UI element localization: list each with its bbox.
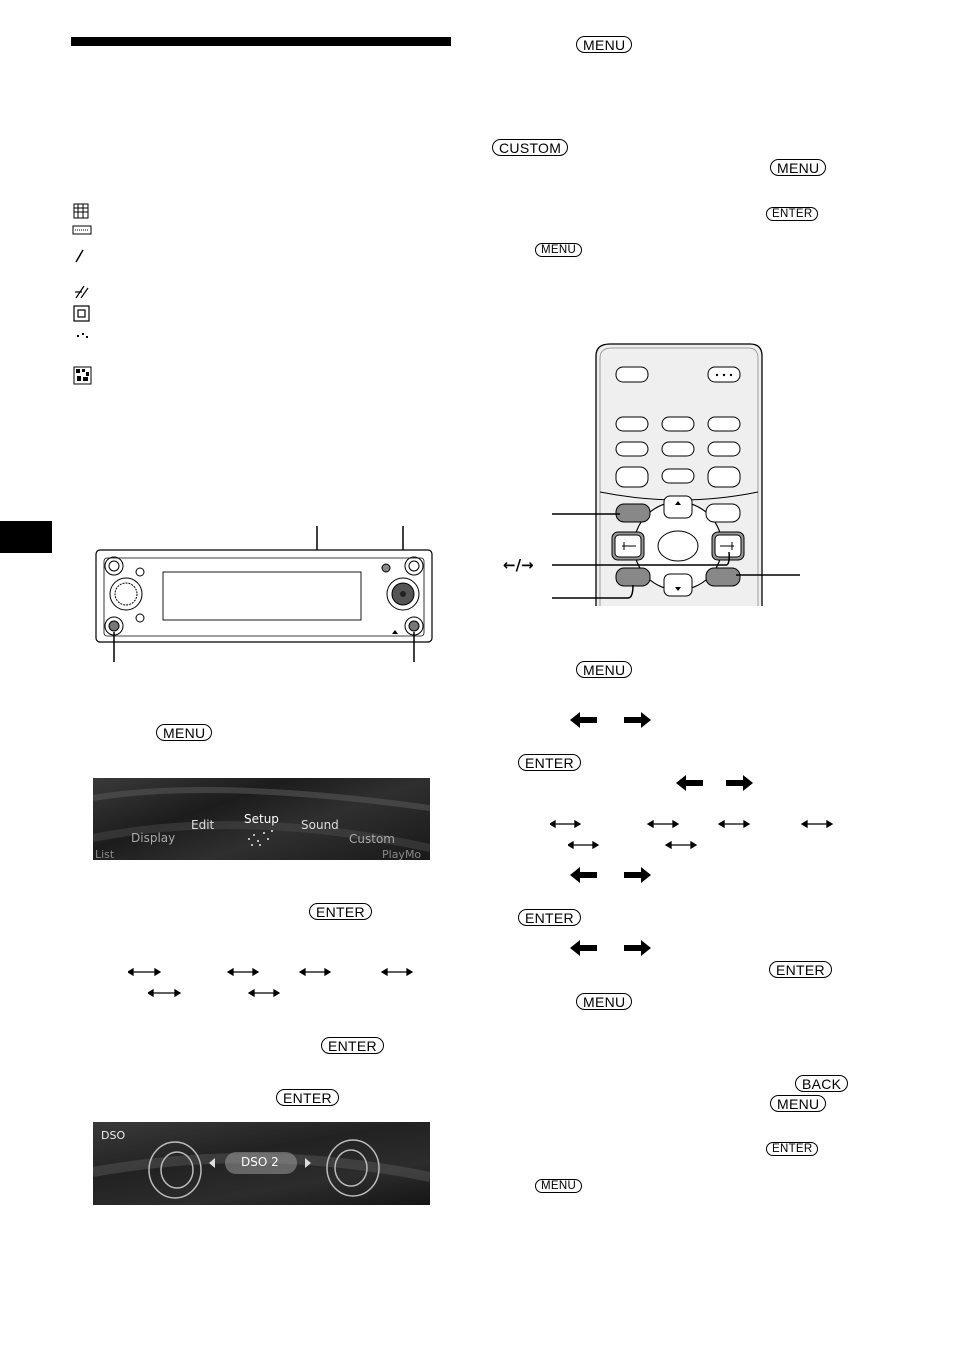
dso-screen — [93, 1122, 430, 1205]
menu-button[interactable]: MENU — [576, 36, 632, 53]
menu-button[interactable]: MENU — [576, 661, 632, 678]
custom-button[interactable]: CUSTOM — [492, 139, 568, 156]
menu-screen — [93, 778, 430, 860]
speaker-left-icon — [149, 1142, 201, 1198]
grid-icon — [74, 204, 88, 218]
enter-button[interactable]: ENTER — [518, 754, 581, 771]
left-right-arrow-icon — [128, 969, 412, 975]
icon-list — [72, 202, 96, 392]
edit-pencil-icon — [76, 250, 83, 262]
display-icon — [73, 226, 91, 234]
right-arrow-icon — [623, 867, 651, 883]
left-right-label: ←/→ — [503, 556, 534, 574]
double-arrow-row-right-2 — [568, 839, 708, 851]
left-arrow-icon — [570, 940, 598, 956]
menu-button[interactable]: MENU — [535, 243, 582, 257]
enter-button[interactable]: ENTER — [309, 903, 372, 920]
head-unit-illustration — [92, 522, 437, 662]
enter-button[interactable]: ENTER — [518, 909, 581, 926]
remote-control-illustration — [500, 340, 810, 610]
right-arrow-icon — [725, 775, 753, 791]
playmode-icon — [74, 367, 91, 384]
enter-button[interactable]: ENTER — [276, 1089, 339, 1106]
double-arrow-row-right-1 — [550, 818, 836, 830]
right-arrow-icon — [623, 940, 651, 956]
menu-item-custom: Custom — [349, 832, 395, 846]
dso-value: DSO 2 — [241, 1155, 279, 1169]
menu-item-list: List — [95, 848, 115, 860]
menu-button[interactable]: MENU — [535, 1179, 582, 1193]
sound-icon — [74, 306, 89, 321]
menu-button[interactable]: MENU — [576, 993, 632, 1010]
enter-button[interactable]: ENTER — [766, 207, 818, 221]
menu-item-display: Display — [131, 831, 176, 845]
menu-item-playmode: PlayMo — [382, 848, 422, 860]
menu-button[interactable]: MENU — [770, 159, 826, 176]
dso-title: DSO — [101, 1129, 126, 1142]
menu-item-edit: Edit — [191, 818, 215, 832]
chapter-tab — [0, 521, 52, 553]
enter-button[interactable]: ENTER — [321, 1037, 384, 1054]
custom-icon — [77, 333, 88, 338]
right-arrow-icon — [623, 712, 651, 728]
enter-button[interactable]: ENTER — [766, 1142, 818, 1156]
setup-icon — [75, 286, 88, 298]
menu-button[interactable]: MENU — [156, 724, 212, 741]
left-arrow-icon — [570, 867, 598, 883]
enter-button[interactable]: ENTER — [769, 961, 832, 978]
header-rule — [71, 37, 451, 46]
double-arrow-row-left-1 — [128, 966, 418, 978]
double-arrow-row-left-2 — [148, 987, 288, 999]
menu-item-setup: Setup — [244, 812, 279, 826]
left-arrow-icon — [676, 775, 704, 791]
menu-button[interactable]: MENU — [770, 1095, 826, 1112]
back-button[interactable]: BACK — [795, 1075, 848, 1092]
menu-item-sound: Sound — [301, 818, 339, 832]
left-arrow-icon — [570, 712, 598, 728]
